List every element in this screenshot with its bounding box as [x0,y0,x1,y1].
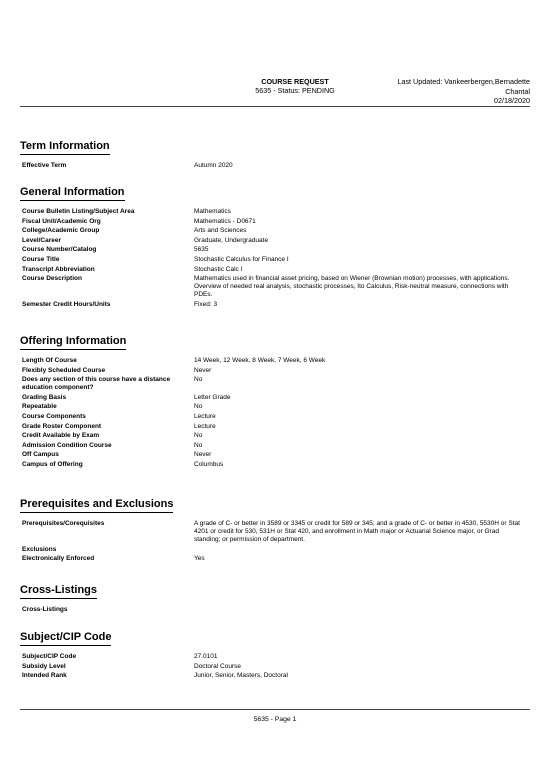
field-value: Letter Grade [194,393,231,401]
field-row [20,376,530,392]
section-term-information [20,136,530,172]
field-label: Length Of Course [22,357,77,364]
field-row [20,663,530,671]
field-value: Yes [194,555,205,563]
field-value [194,546,530,554]
field-value: A grade of C- or better in 3589 or 3345 or credit for 589 or 345; and a grade of C- or better in 4530, 5530H or Stat 4201 or credit for 530, 531H or Stat 420, and enrollment in Math major or Actuarial Science major, or Grad standing; or permission of department. [194,520,520,543]
field-row [20,237,530,245]
header-title: COURSE REQUEST [261,77,329,86]
section-offering-information [20,331,530,471]
section-prerequisites-exclusions [20,494,530,565]
section-general-information [20,182,530,310]
header-center [210,77,380,95]
field-value: No [194,441,203,449]
field-value: Stochastic Calculus for Finance I [194,255,289,263]
field-value: Never [194,366,212,374]
last-updated-line-2: Chantal [505,86,530,96]
header-last-updated [370,77,530,106]
header-divider [20,106,530,107]
section-subject-cip-code [20,627,530,682]
field-row [20,606,530,614]
field-label: Subject/CIP Code [22,653,77,660]
last-updated-line-1: Last Updated: Vankeerbergen,Bernadette [397,77,530,86]
field-row [20,672,530,680]
field-label: Flexibly Scheduled Course [22,366,106,374]
field-row [20,227,530,235]
field-value: No [194,432,203,440]
field-label: Level/Career [22,236,62,244]
field-value: No [194,403,203,411]
field-label: Course Title [22,255,60,263]
field-label: Off Campus [22,451,59,459]
field-row [20,208,530,216]
last-updated-line-3: 02/18/2020 [494,96,530,105]
section-title: Offering Information [20,335,126,350]
field-row [20,246,530,254]
field-row [20,423,530,431]
field-label: Course Components [22,412,86,420]
section-rows [20,357,530,469]
section-cross-listings [20,580,530,616]
section-rows [20,162,530,170]
field-value: No [194,376,203,384]
field-row [20,256,530,264]
section-title: Term Information [20,140,110,155]
field-value: Lecture [194,422,216,430]
field-row [20,413,530,421]
field-value [194,606,530,614]
section-title: Subject/CIP Code [20,631,111,646]
field-value: Doctoral Course [194,662,241,670]
field-label: Subsidy Level [22,662,66,670]
field-label: Electronically Enforced [22,555,95,563]
field-row [20,461,530,469]
field-label: Exclusions [22,545,57,553]
field-row [20,442,530,450]
field-label: Fiscal Unit/Academic Org [22,217,101,225]
field-row [20,546,530,554]
field-value: Fixed: 3 [194,300,218,308]
section-title: Cross-Listings [20,584,97,599]
field-value: Mathematics [194,208,231,215]
field-row [20,432,530,440]
section-rows [20,208,530,309]
field-value: 27.0101 [194,653,218,660]
field-row [20,162,530,170]
footer-divider [20,709,530,710]
field-row [20,653,530,661]
field-label: Semester Credit Hours/Units [22,300,111,308]
field-value: Stochastic Calc I [194,265,243,273]
field-value: Mathematics - D0671 [194,217,256,225]
field-label: Campus of Offering [22,460,83,468]
field-row [20,403,530,411]
field-label: Grading Basis [22,393,67,401]
section-title: Prerequisites and Exclusions [20,498,173,513]
field-label: Course Description [22,275,82,283]
field-row [20,451,530,459]
field-row [20,555,530,563]
section-title: General Information [20,186,125,201]
field-row [20,367,530,375]
field-value: Graduate, Undergraduate [194,236,269,244]
field-label: Course Number/Catalog [22,246,97,254]
section-rows [20,520,530,563]
field-row [20,394,530,402]
field-label: Intended Rank [22,672,67,680]
field-label: Course Bulletin Listing/Subject Area [22,208,135,215]
section-rows [20,606,530,614]
field-label: Repeatable [22,403,57,411]
field-row [20,266,530,274]
field-label: Prerequisites/Corequisites [22,520,105,527]
field-label: Credit Available by Exam [22,432,100,440]
field-value: Mathematics used in financial asset pricing, based on Wiener (Brownian motion) processes, with applications. Overview of needed real analysis, stochastic processes, Ito Calculus, Risk-neutral measure, connections with PDEs. [194,275,510,299]
page-footer: 5635 - Page 1 [253,716,297,723]
field-value: Lecture [194,412,216,420]
field-row [20,301,530,309]
field-value: Autumn 2020 [194,162,233,169]
field-row [20,218,530,226]
section-rows [20,653,530,680]
field-value: 14 Week, 12 Week, 8 Week, 7 Week, 6 Week [194,357,326,364]
field-label: College/Academic Group [22,227,100,235]
field-row [20,357,530,365]
field-value: Junior, Senior, Masters, Doctoral [194,672,288,680]
field-label: Transcript Abbreviation [22,265,95,273]
field-row [20,275,530,299]
field-label: Cross-Listings [22,606,68,613]
page-header [20,77,530,105]
header-status: 5635 - Status: PENDING [255,86,335,95]
field-row [20,520,530,544]
field-value: Columbus [194,460,224,468]
field-value: 5635 [194,246,209,254]
field-label: Admission Condition Course [22,441,112,449]
field-label: Does any section of this course have a distance education component? [22,376,171,392]
field-value: Arts and Sciences [194,227,247,235]
field-label: Effective Term [22,162,67,169]
field-label: Grade Roster Component [22,422,102,430]
field-value: Never [194,451,212,459]
